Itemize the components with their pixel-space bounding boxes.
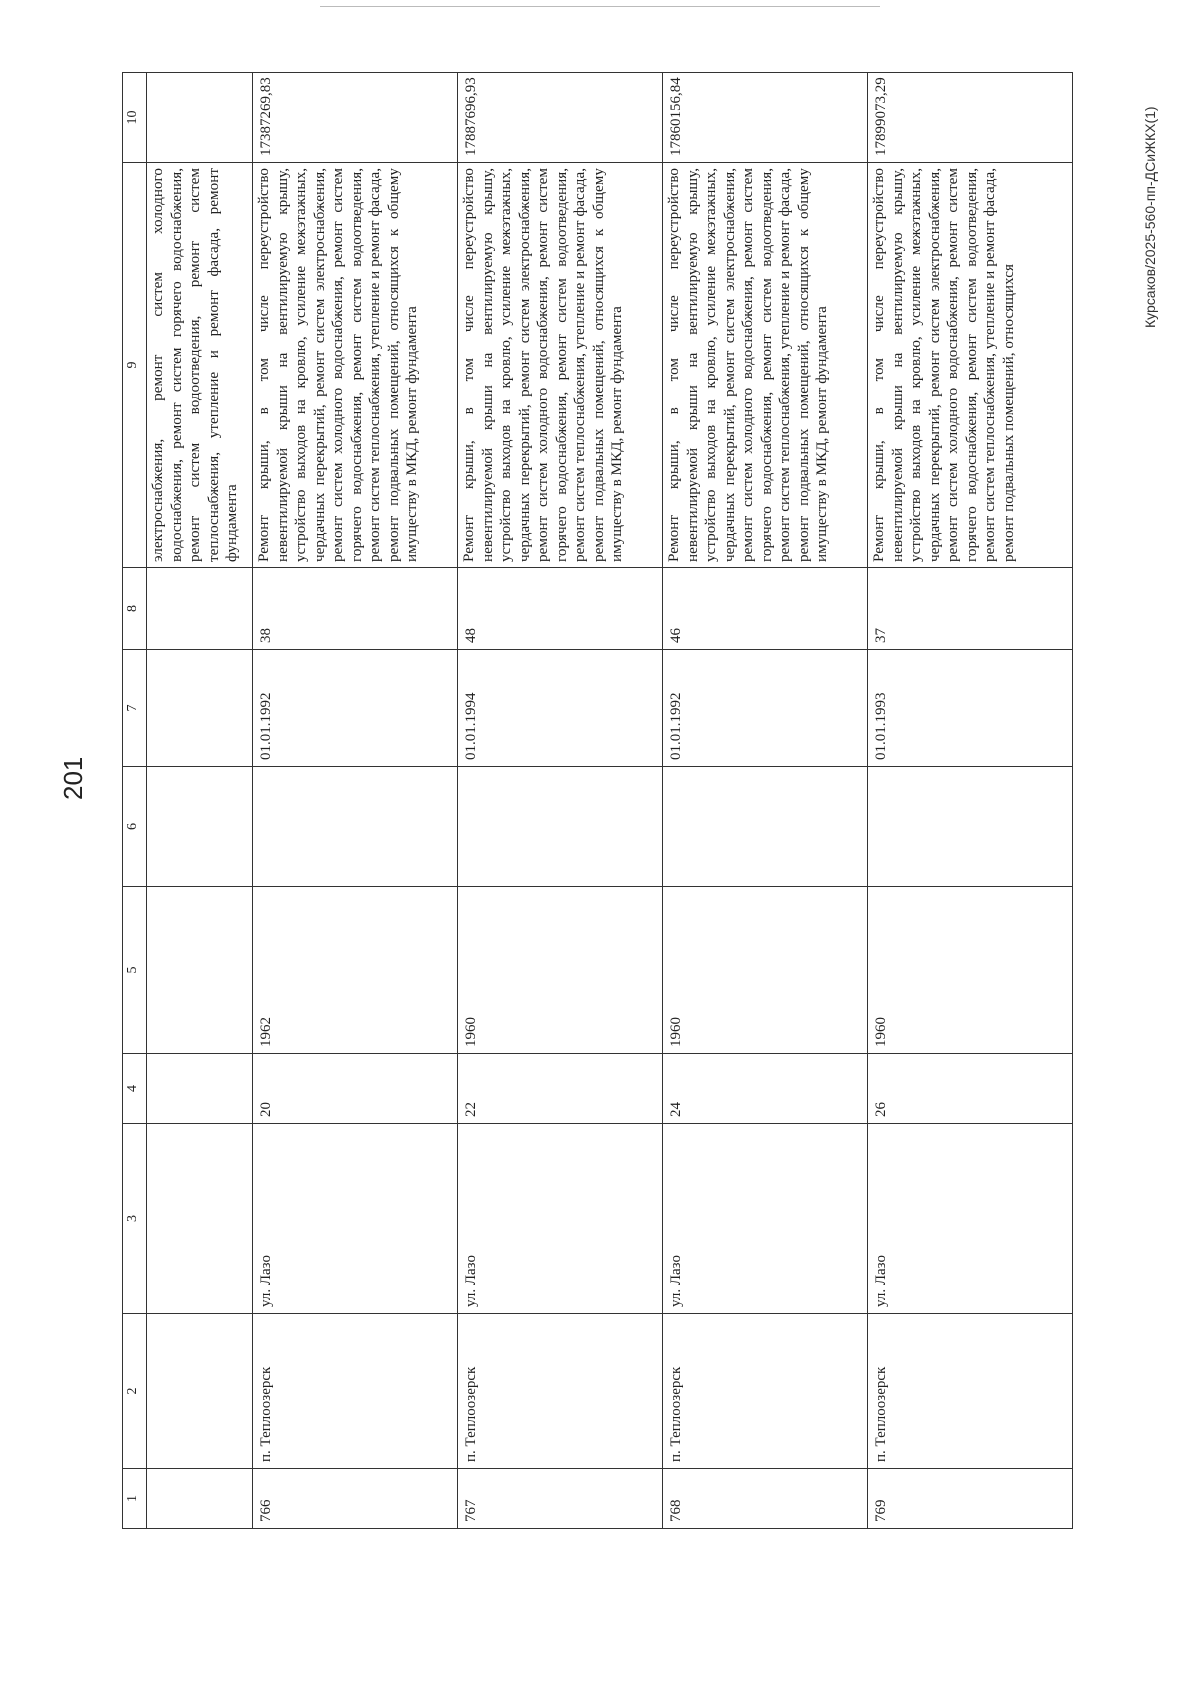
cost-cell: 17387269,83 <box>253 73 458 163</box>
house-cell: 24 <box>663 1054 868 1124</box>
column-number-3: 3 <box>123 1124 147 1314</box>
column-6-cell <box>663 767 868 887</box>
continuation-works-text: электроснабжения, ремонт систем холодного водоснабжения, ремонт систем горячего водоснабжения, ремонт систем водоотведения, ремонт систем теплоснабжения, утепление и ремонт фасада, ремонт фундамента <box>147 163 253 568</box>
column-8-cell: 48 <box>458 568 663 650</box>
column-number-5: 5 <box>123 887 147 1054</box>
column-number-9: 9 <box>123 163 147 568</box>
date-cell: 01.01.1993 <box>868 650 1073 767</box>
row-number: 767 <box>458 1469 663 1529</box>
column-6-cell <box>868 767 1073 887</box>
settlement-cell: п. Теплоозерск <box>253 1314 458 1469</box>
year-built-cell: 1960 <box>868 887 1073 1054</box>
table-row <box>253 73 458 1529</box>
settlement-cell: п. Теплоозерск <box>663 1314 868 1469</box>
date-cell: 01.01.1994 <box>458 650 663 767</box>
column-8-cell: 37 <box>868 568 1073 650</box>
house-cell: 26 <box>868 1054 1073 1124</box>
works-description-cell: Ремонт крыши, в том числе переустройство невентилируемой крыши на вентилируемую крышу, устройство выходов на кровлю, усиление межэтажных, чердачных перекрытий, ремонт систем электроснабжения, ремонт систем холодного водоснабжения, ремонт систем горячего водоснабжения, ремонт систем водоотведения, ремонт систем теплоснабжения, утепление и ремонт фасада, ремонт подвальных помещений, относящихся к общему имуществу в МКД, ремонт фундамента <box>663 163 868 568</box>
date-cell: 01.01.1992 <box>663 650 868 767</box>
row-number: 768 <box>663 1469 868 1529</box>
works-description-cell: Ремонт крыши, в том числе переустройство невентилируемой крыши на вентилируемую крышу, устройство выходов на кровлю, усиление межэтажных, чердачных перекрытий, ремонт систем электроснабжения, ремонт систем холодного водоснабжения, ремонт систем горячего водоснабжения, ремонт систем водоотведения, ремонт систем теплоснабжения, утепление и ремонт фасада, ремонт подвальных помещений, относящихся к общему имуществу в МКД, ремонт фундамента <box>458 163 663 568</box>
table-row <box>458 73 663 1529</box>
column-number-10: 10 <box>123 73 147 163</box>
year-built-cell: 1960 <box>458 887 663 1054</box>
works-description-cell: Ремонт крыши, в том числе переустройство невентилируемой крыши на вентилируемую крышу, устройство выходов на кровлю, усиление межэтажных, чердачных перекрытий, ремонт систем электроснабжения, ремонт систем холодного водоснабжения, ремонт систем горячего водоснабжения, ремонт систем водоотведения, ремонт систем теплоснабжения, утепление и ремонт фасада, ремонт подвальных помещений, относящихся <box>868 163 1073 568</box>
row-number: 769 <box>868 1469 1073 1529</box>
rotated-table-container <box>122 73 1072 1529</box>
house-cell: 22 <box>458 1054 663 1124</box>
street-cell: ул. Лазо <box>253 1124 458 1314</box>
cost-cell: 17860156,84 <box>663 73 868 163</box>
column-number-8: 8 <box>123 568 147 650</box>
column-number-7: 7 <box>123 650 147 767</box>
house-cell: 20 <box>253 1054 458 1124</box>
settlement-cell: п. Теплоозерск <box>458 1314 663 1469</box>
settlement-cell: п. Теплоозерск <box>868 1314 1073 1469</box>
column-6-cell <box>253 767 458 887</box>
document-reference: Курсаков/2025-560-пп-ДСиЖКХ(1) <box>1142 106 1158 328</box>
page-number: 201 <box>58 756 88 800</box>
column-number-6: 6 <box>123 767 147 887</box>
repair-schedule-table <box>122 72 1073 1529</box>
row-number: 766 <box>253 1469 458 1529</box>
column-6-cell <box>458 767 663 887</box>
cost-cell: 17899073,29 <box>868 73 1073 163</box>
cost-cell: 17887696,93 <box>458 73 663 163</box>
column-8-cell: 46 <box>663 568 868 650</box>
year-built-cell: 1962 <box>253 887 458 1054</box>
column-number-row <box>123 73 147 1529</box>
street-cell: ул. Лазо <box>868 1124 1073 1314</box>
date-cell: 01.01.1992 <box>253 650 458 767</box>
street-cell: ул. Лазо <box>663 1124 868 1314</box>
column-number-2: 2 <box>123 1314 147 1469</box>
column-number-4: 4 <box>123 1054 147 1124</box>
column-8-cell: 38 <box>253 568 458 650</box>
column-number-1: 1 <box>123 1469 147 1529</box>
table-row <box>868 73 1073 1529</box>
top-scan-rule <box>320 6 880 7</box>
continuation-row <box>147 73 253 1529</box>
year-built-cell: 1960 <box>663 887 868 1054</box>
table-row <box>663 73 868 1529</box>
street-cell: ул. Лазо <box>458 1124 663 1314</box>
works-description-cell: Ремонт крыши, в том числе переустройство невентилируемой крыши на вентилируемую крышу, устройство выходов на кровлю, усиление межэтажных, чердачных перекрытий, ремонт систем электроснабжения, ремонт систем холодного водоснабжения, ремонт систем горячего водоснабжения, ремонт систем водоотведения, ремонт систем теплоснабжения, утепление и ремонт фасада, ремонт подвальных помещений, относящихся к общему имуществу в МКД, ремонт фундамента <box>253 163 458 568</box>
